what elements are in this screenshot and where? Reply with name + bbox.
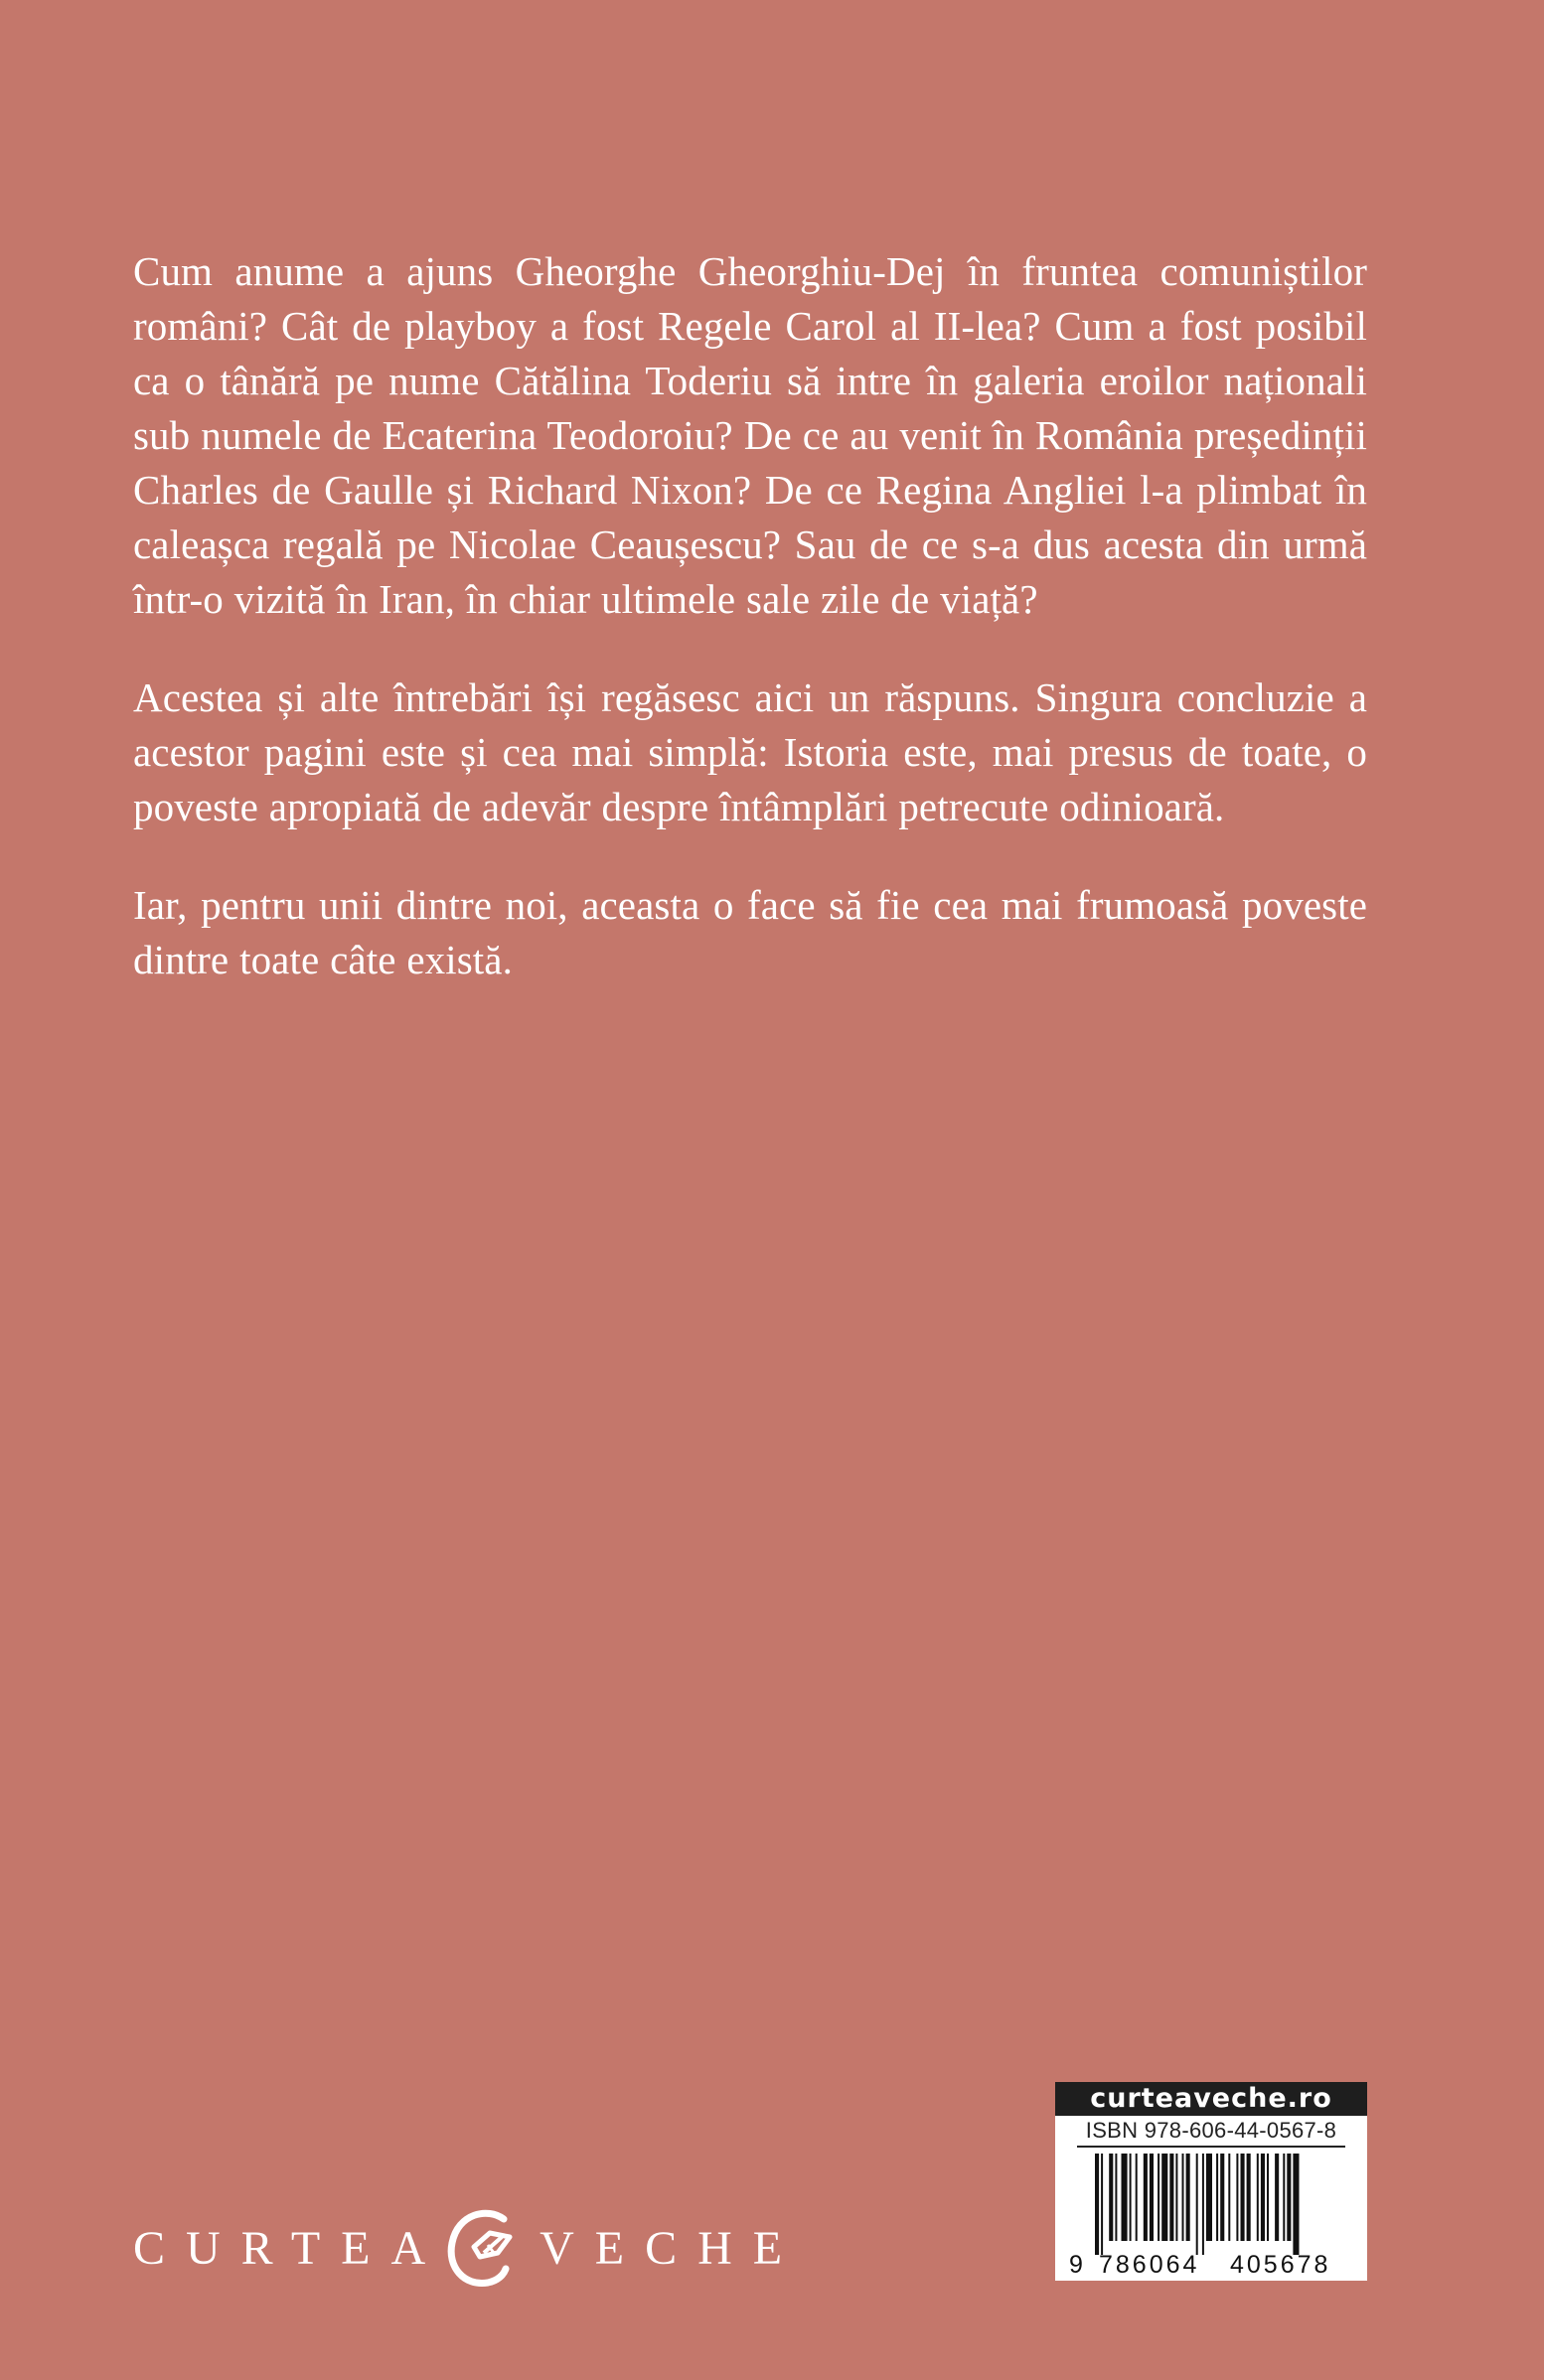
barcode-digits xyxy=(1055,2251,1367,2279)
publisher-word-left: CURTEA xyxy=(133,2221,447,2275)
barcode-digit-first: 9 xyxy=(1069,2251,1083,2279)
blurb-paragraph-1: Cum anume a ajuns Gheorghe Gheorghiu-Dej în fruntea comuniștilor români? Cât de playboy a fost Regele Carol al II-lea? Cum a fost posibil ca o tânără pe nume Cătălina Toderiu să intre în galeria eroilor naționali sub numele de Ecaterina Teodoroiu? De ce au venit în România președinții Charles de Gaulle și Richard Nixon? De ce Regina Angliei l-a plimbat în caleașca regală pe Nicolae Ceaușescu? Sau de ce s-a dus acesta din urmă într-o vizită în Iran, în chiar ultimele sale zile de viață? xyxy=(133,248,1367,622)
isbn-number: ISBN 978-606-44-0567-8 xyxy=(1085,2118,1337,2143)
barcode-digits-left: 786064 xyxy=(1099,2251,1200,2279)
publisher-website: curteaveche.ro xyxy=(1055,2082,1367,2116)
blurb-paragraph-3: Iar, pentru unii dintre noi, aceasta o face să fie cea mai frumoasă poveste dintre toate câte există. xyxy=(133,882,1367,982)
publisher-logo xyxy=(133,2203,803,2293)
barcode-icon xyxy=(1085,2154,1337,2257)
barcode-digits-right: 405678 xyxy=(1230,2251,1331,2279)
blurb-paragraph-2: Acestea și alte întrebări își regăsesc aici un răspuns. Singura concluzie a acestor pagini este și cea mai simplă: Istoria este, mai presus de toate, o poveste apropiată de adevăr despre întâmplări petrecute odinioară. xyxy=(133,674,1367,829)
isbn-rule xyxy=(1077,2146,1345,2148)
publisher-word-right: VECHE xyxy=(540,2221,804,2275)
cv-monogram-icon xyxy=(444,2203,520,2293)
isbn-barcode-block xyxy=(1055,2082,1367,2281)
back-cover-blurb xyxy=(133,244,1367,1031)
